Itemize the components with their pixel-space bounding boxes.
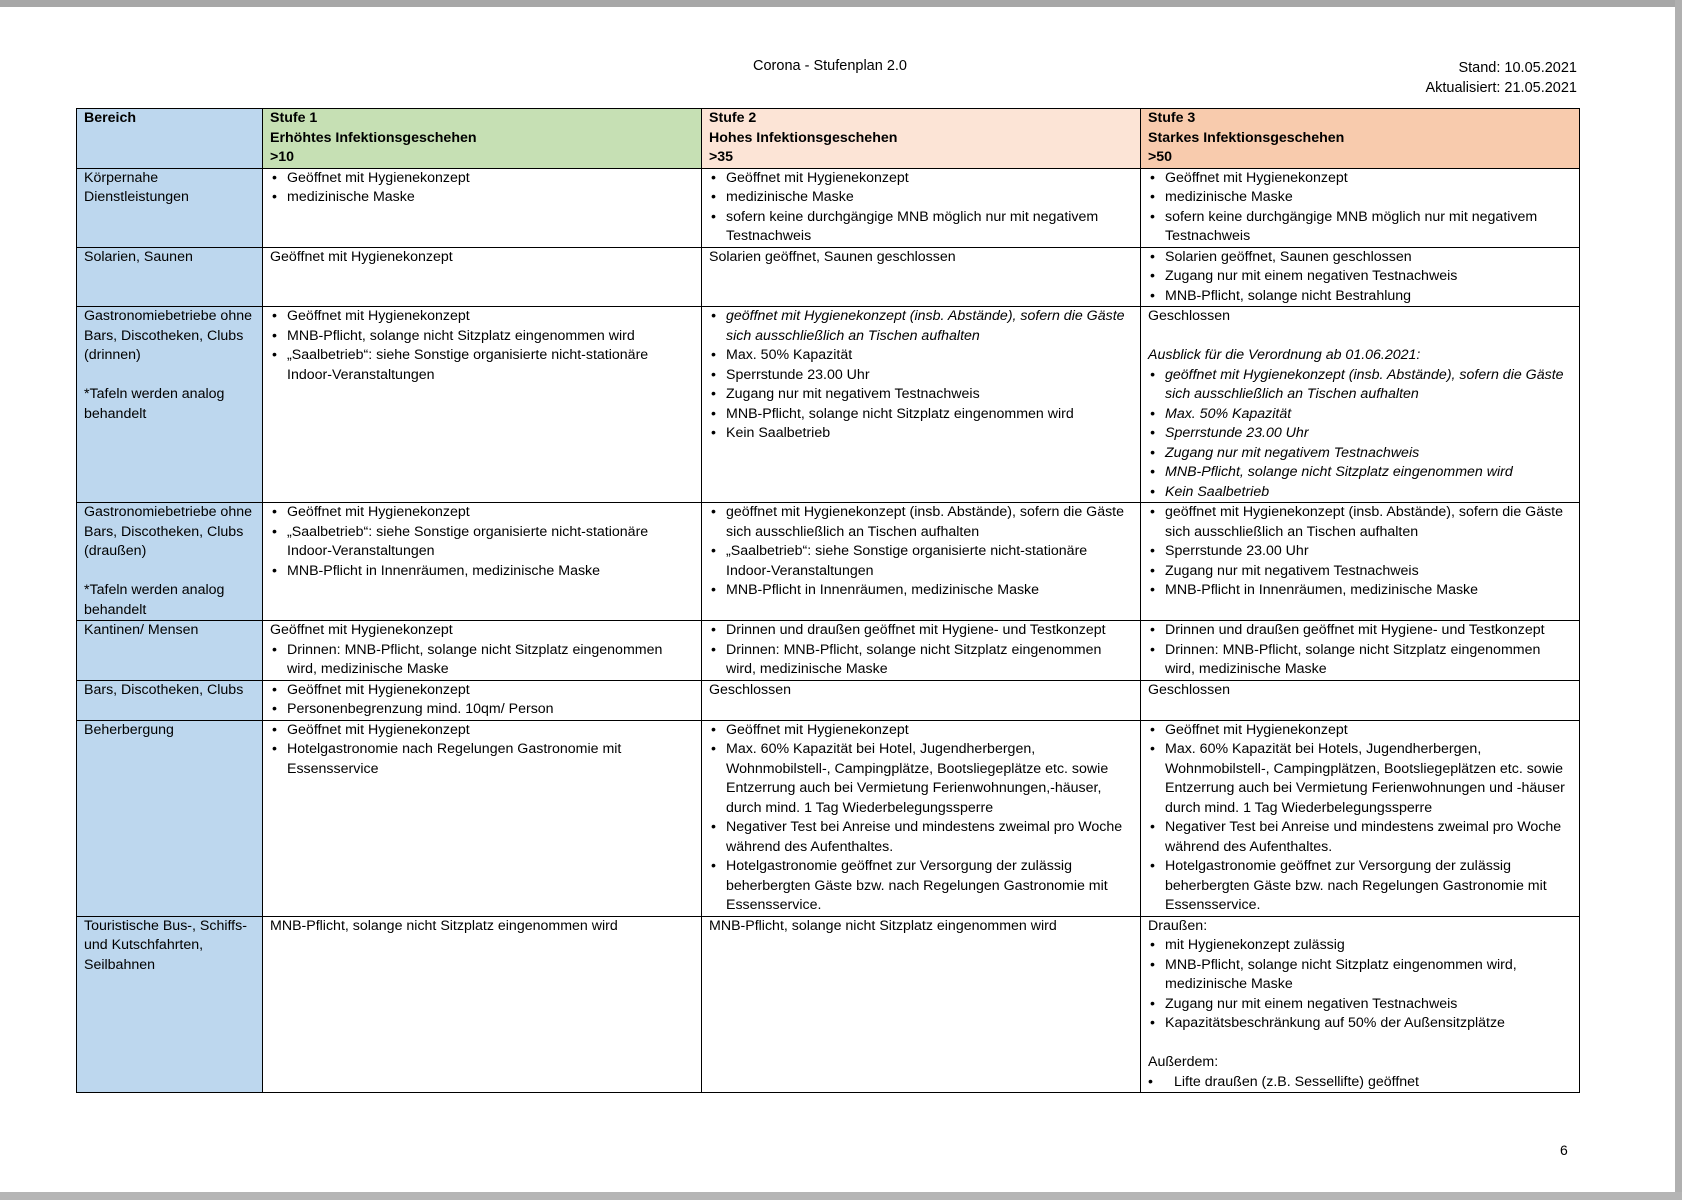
- list-item: • MNB-Pflicht in Innenräumen, medizinische Maske: [1148, 581, 1574, 601]
- intro-text: Draußen:: [1148, 917, 1208, 934]
- list-item: • sofern keine durchgängige MNB möglich nur mit negativem Testnachweis: [1148, 208, 1574, 247]
- stufe-2-cell: Solarien geöffnet, Saunen geschlossen: [702, 247, 1141, 307]
- status-text: Geschlossen: [1148, 308, 1231, 324]
- list-item: • Solarien geöffnet, Saunen geschlossen: [1148, 248, 1574, 268]
- list-item: • Geöffnet mit Hygienekonzept: [270, 307, 696, 327]
- list-item: • Kein Saalbetrieb: [709, 424, 1135, 444]
- list-item: • Geöffnet mit Hygienekonzept: [270, 503, 696, 523]
- stufe-3-cell: [1141, 503, 1580, 621]
- list-item: • Drinnen und draußen geöffnet mit Hygiene- und Testkonzept: [709, 621, 1135, 641]
- table-row-gastro-drinnen: [77, 307, 1580, 503]
- area-cell: Körpernahe Dienstleistungen: [77, 168, 263, 247]
- list-item: • Drinnen: MNB-Pflicht, solange nicht Sitzplatz eingenommen wird, medizinische Maske: [1148, 641, 1574, 680]
- stufe-1-name: Stufe 1: [270, 110, 318, 126]
- list-item: • Max. 60% Kapazität bei Hotels, Jugendherbergen, Wohnmobilstell-, Campingplätzen, Bootsliegeplätzen etc. sowie Entzerrung auch bei Vermietung Ferienwohnungen und -häuser durch mind. 1 Tag Wiederbelegungssperre: [1148, 740, 1574, 818]
- list-item: • MNB-Pflicht, solange nicht Sitzplatz eingenommen wird, medizinische Maske: [1148, 956, 1574, 995]
- list-item: • „Saalbetrieb“: siehe Sonstige organisierte nicht-stationäre Indoor-Veranstaltungen: [270, 346, 696, 385]
- list-item: • „Saalbetrieb“: siehe Sonstige organisierte nicht-stationäre Indoor-Veranstaltungen: [270, 523, 696, 562]
- stufe-1-cell: [263, 680, 702, 720]
- list-item: • Negativer Test bei Anreise und mindestens zweimal pro Woche während des Aufenthaltes.: [1148, 818, 1574, 857]
- table-row-beherbergung: [77, 720, 1580, 916]
- page-number: 6: [1560, 1142, 1568, 1158]
- list-item: • MNB-Pflicht, solange nicht Sitzplatz eingenommen wird: [270, 327, 696, 347]
- area-note: *Tafeln werden analog behandelt: [84, 582, 225, 618]
- list-item: • Drinnen: MNB-Pflicht, solange nicht Sitzplatz eingenommen wird, medizinische Maske: [709, 641, 1135, 680]
- list-item: • medizinische Maske: [270, 188, 696, 208]
- stufe-1-cell: [263, 168, 702, 247]
- list-item: • Hotelgastronomie geöffnet zur Versorgung der zulässig beherbergten Gäste bzw. nach Regelungen Gastronomie mit Essensservice.: [709, 857, 1135, 916]
- area-cell: [77, 503, 263, 621]
- list-item: • MNB-Pflicht, solange nicht Bestrahlung: [1148, 287, 1574, 307]
- list-item: • Zugang nur mit einem negativen Testnachweis: [1148, 995, 1574, 1015]
- list-item: • Sperrstunde 23.00 Uhr: [1148, 424, 1574, 444]
- intro-text: Geöffnet mit Hygienekonzept: [270, 622, 453, 638]
- stufe-2-desc: Hohes Infektionsgeschehen: [709, 129, 898, 146]
- list-item: • Max. 50% Kapazität: [709, 346, 1135, 366]
- stufe-1-cell: [263, 307, 702, 503]
- stufe-2-cell: [702, 720, 1141, 916]
- header-stufe-2: [702, 109, 1141, 169]
- viewer-top-border: [0, 0, 1682, 7]
- table-row-koerpernahe: [77, 168, 1580, 247]
- header-row: [77, 109, 1580, 169]
- header-stufe-1: [263, 109, 702, 169]
- stufe-1-cell: [263, 720, 702, 916]
- list-item: • medizinische Maske: [1148, 188, 1574, 208]
- table-row-gastro-draussen: [77, 503, 1580, 621]
- list-item: • Geöffnet mit Hygienekonzept: [1148, 721, 1574, 741]
- stufe-2-cell: [702, 168, 1141, 247]
- stufe-1-cell: [263, 621, 702, 681]
- stufe-1-desc: Erhöhtes Infektionsgeschehen: [270, 129, 477, 146]
- table-row-bars: [77, 680, 1580, 720]
- list-item: • Negativer Test bei Anreise und mindestens zweimal pro Woche während des Aufenthaltes.: [709, 818, 1135, 857]
- list-item: • Kein Saalbetrieb: [1148, 483, 1574, 503]
- list-item: • Geöffnet mit Hygienekonzept: [270, 681, 696, 701]
- list-item: • Geöffnet mit Hygienekonzept: [1148, 169, 1574, 189]
- document-title: Corona - Stufenplan 2.0: [753, 58, 907, 74]
- list-item: • medizinische Maske: [709, 188, 1135, 208]
- list-item: • MNB-Pflicht, solange nicht Sitzplatz eingenommen wird: [1148, 463, 1574, 483]
- stufe-3-cell: [1141, 247, 1580, 307]
- list-item: • Max. 50% Kapazität: [1148, 405, 1574, 425]
- list-item: • Sperrstunde 23.00 Uhr: [1148, 542, 1574, 562]
- area-note: *Tafeln werden analog behandelt: [84, 386, 225, 422]
- list-item: • „Saalbetrieb“: siehe Sonstige organisierte nicht-stationäre Indoor-Veranstaltungen: [709, 542, 1135, 581]
- list-item: • Hotelgastronomie geöffnet zur Versorgung der zulässig beherbergten Gäste bzw. nach Regelungen Gastronomie mit Essensservice.: [1148, 857, 1574, 916]
- stufe-3-name: Stufe 3: [1148, 110, 1196, 126]
- list-item: • sofern keine durchgängige MNB möglich nur mit negativem Testnachweis: [709, 208, 1135, 247]
- list-item: • Zugang nur mit negativem Testnachweis: [709, 385, 1135, 405]
- table-row-solarien: [77, 247, 1580, 307]
- stufe-3-cell: [1141, 720, 1580, 916]
- area-cell: Touristische Bus-, Schiffs- und Kutschfahrten, Seilbahnen: [77, 916, 263, 1093]
- stufe-1-cell: MNB-Pflicht, solange nicht Sitzplatz eingenommen wird: [263, 916, 702, 1093]
- list-item: • geöffnet mit Hygienekonzept (insb. Abstände), sofern die Gäste sich ausschließlich an Tischen aufhalten: [1148, 366, 1574, 405]
- list-item: • Zugang nur mit einem negativen Testnachweis: [1148, 267, 1574, 287]
- area-cell: [77, 307, 263, 503]
- area-cell: Beherbergung: [77, 720, 263, 916]
- stufe-2-threshold: >35: [709, 149, 734, 165]
- stufe-3-cell: [1141, 168, 1580, 247]
- area-label: Gastronomiebetriebe ohne Bars, Discotheken, Clubs (draußen): [84, 504, 252, 559]
- list-item: • Drinnen: MNB-Pflicht, solange nicht Sitzplatz eingenommen wird, medizinische Maske: [270, 641, 696, 680]
- table-row-touristisch: [77, 916, 1580, 1093]
- list-item: • geöffnet mit Hygienekonzept (insb. Abstände), sofern die Gäste sich ausschließlich an Tischen aufhalten: [709, 503, 1135, 542]
- list-item: • Drinnen und draußen geöffnet mit Hygiene- und Testkonzept: [1148, 621, 1574, 641]
- list-item: • Hotelgastronomie nach Regelungen Gastronomie mit Essensservice: [270, 740, 696, 779]
- stufe-3-desc: Starkes Infektionsgeschehen: [1148, 129, 1345, 146]
- list-item: • MNB-Pflicht, solange nicht Sitzplatz eingenommen wird: [709, 405, 1135, 425]
- stufe-3-cell: [1141, 307, 1580, 503]
- stufe-2-cell: MNB-Pflicht, solange nicht Sitzplatz eingenommen wird: [702, 916, 1141, 1093]
- list-item: • Zugang nur mit negativem Testnachweis: [1148, 562, 1574, 582]
- date-block: [1425, 58, 1577, 98]
- list-item: • Kapazitätsbeschränkung auf 50% der Außensitzplätze: [1148, 1014, 1574, 1034]
- list-item: • geöffnet mit Hygienekonzept (insb. Abstände), sofern die Gäste sich ausschließlich an Tischen aufhalten: [709, 307, 1135, 346]
- viewer-bottom-border: [0, 1192, 1682, 1200]
- area-cell: Bars, Discotheken, Clubs: [77, 680, 263, 720]
- list-item: • geöffnet mit Hygienekonzept (insb. Abstände), sofern die Gäste sich ausschließlich an Tischen aufhalten: [1148, 503, 1574, 542]
- list-item: • Lifte draußen (z.B. Sessellifte) geöffnet: [1148, 1073, 1574, 1093]
- table-row-kantinen: [77, 621, 1580, 681]
- list-item: • Geöffnet mit Hygienekonzept: [270, 169, 696, 189]
- header-area: Bereich: [77, 109, 263, 169]
- list-item: • Zugang nur mit negativem Testnachweis: [1148, 444, 1574, 464]
- outlook-heading: Ausblick für die Verordnung ab 01.06.2021:: [1148, 347, 1421, 363]
- list-item: • Geöffnet mit Hygienekonzept: [709, 721, 1135, 741]
- stufe-3-cell: [1141, 916, 1580, 1093]
- stufenplan-table: [76, 108, 1580, 1093]
- area-label: Gastronomiebetriebe ohne Bars, Discotheken, Clubs (drinnen): [84, 308, 252, 363]
- stufe-2-cell: [702, 307, 1141, 503]
- list-item: • mit Hygienekonzept zulässig: [1148, 936, 1574, 956]
- area-cell: Kantinen/ Mensen: [77, 621, 263, 681]
- stufe-3-threshold: >50: [1148, 149, 1173, 165]
- list-item: • Personenbegrenzung mind. 10qm/ Person: [270, 700, 696, 720]
- updated-date: Aktualisiert: 21.05.2021: [1425, 80, 1577, 96]
- extra-heading: Außerdem:: [1148, 1054, 1219, 1070]
- stufe-3-cell: Geschlossen: [1141, 680, 1580, 720]
- stufe-1-threshold: >10: [270, 149, 295, 165]
- stufe-3-cell: [1141, 621, 1580, 681]
- list-item: • Sperrstunde 23.00 Uhr: [709, 366, 1135, 386]
- list-item: • Geöffnet mit Hygienekonzept: [709, 169, 1135, 189]
- viewer-scrollbar[interactable]: [1675, 0, 1682, 1200]
- stufe-1-cell: Geöffnet mit Hygienekonzept: [263, 247, 702, 307]
- area-cell: Solarien, Saunen: [77, 247, 263, 307]
- stand-date: Stand: 10.05.2021: [1458, 60, 1577, 76]
- list-item: • Geöffnet mit Hygienekonzept: [270, 721, 696, 741]
- stufe-2-cell: [702, 621, 1141, 681]
- stufe-2-cell: [702, 503, 1141, 621]
- stufe-2-name: Stufe 2: [709, 110, 757, 126]
- header-stufe-3: [1141, 109, 1580, 169]
- list-item: • MNB-Pflicht in Innenräumen, medizinische Maske: [709, 581, 1135, 601]
- list-item: • MNB-Pflicht in Innenräumen, medizinische Maske: [270, 562, 696, 582]
- stufe-2-cell: Geschlossen: [702, 680, 1141, 720]
- list-item: • Max. 60% Kapazität bei Hotel, Jugendherbergen, Wohnmobilstell-, Campingplätze, Bootsliegeplätze etc. sowie Entzerrung auch bei Vermietung Ferienwohnungen,-häuser, durch mind. 1 Tag Wiederbelegungssperre: [709, 740, 1135, 818]
- stufe-1-cell: [263, 503, 702, 621]
